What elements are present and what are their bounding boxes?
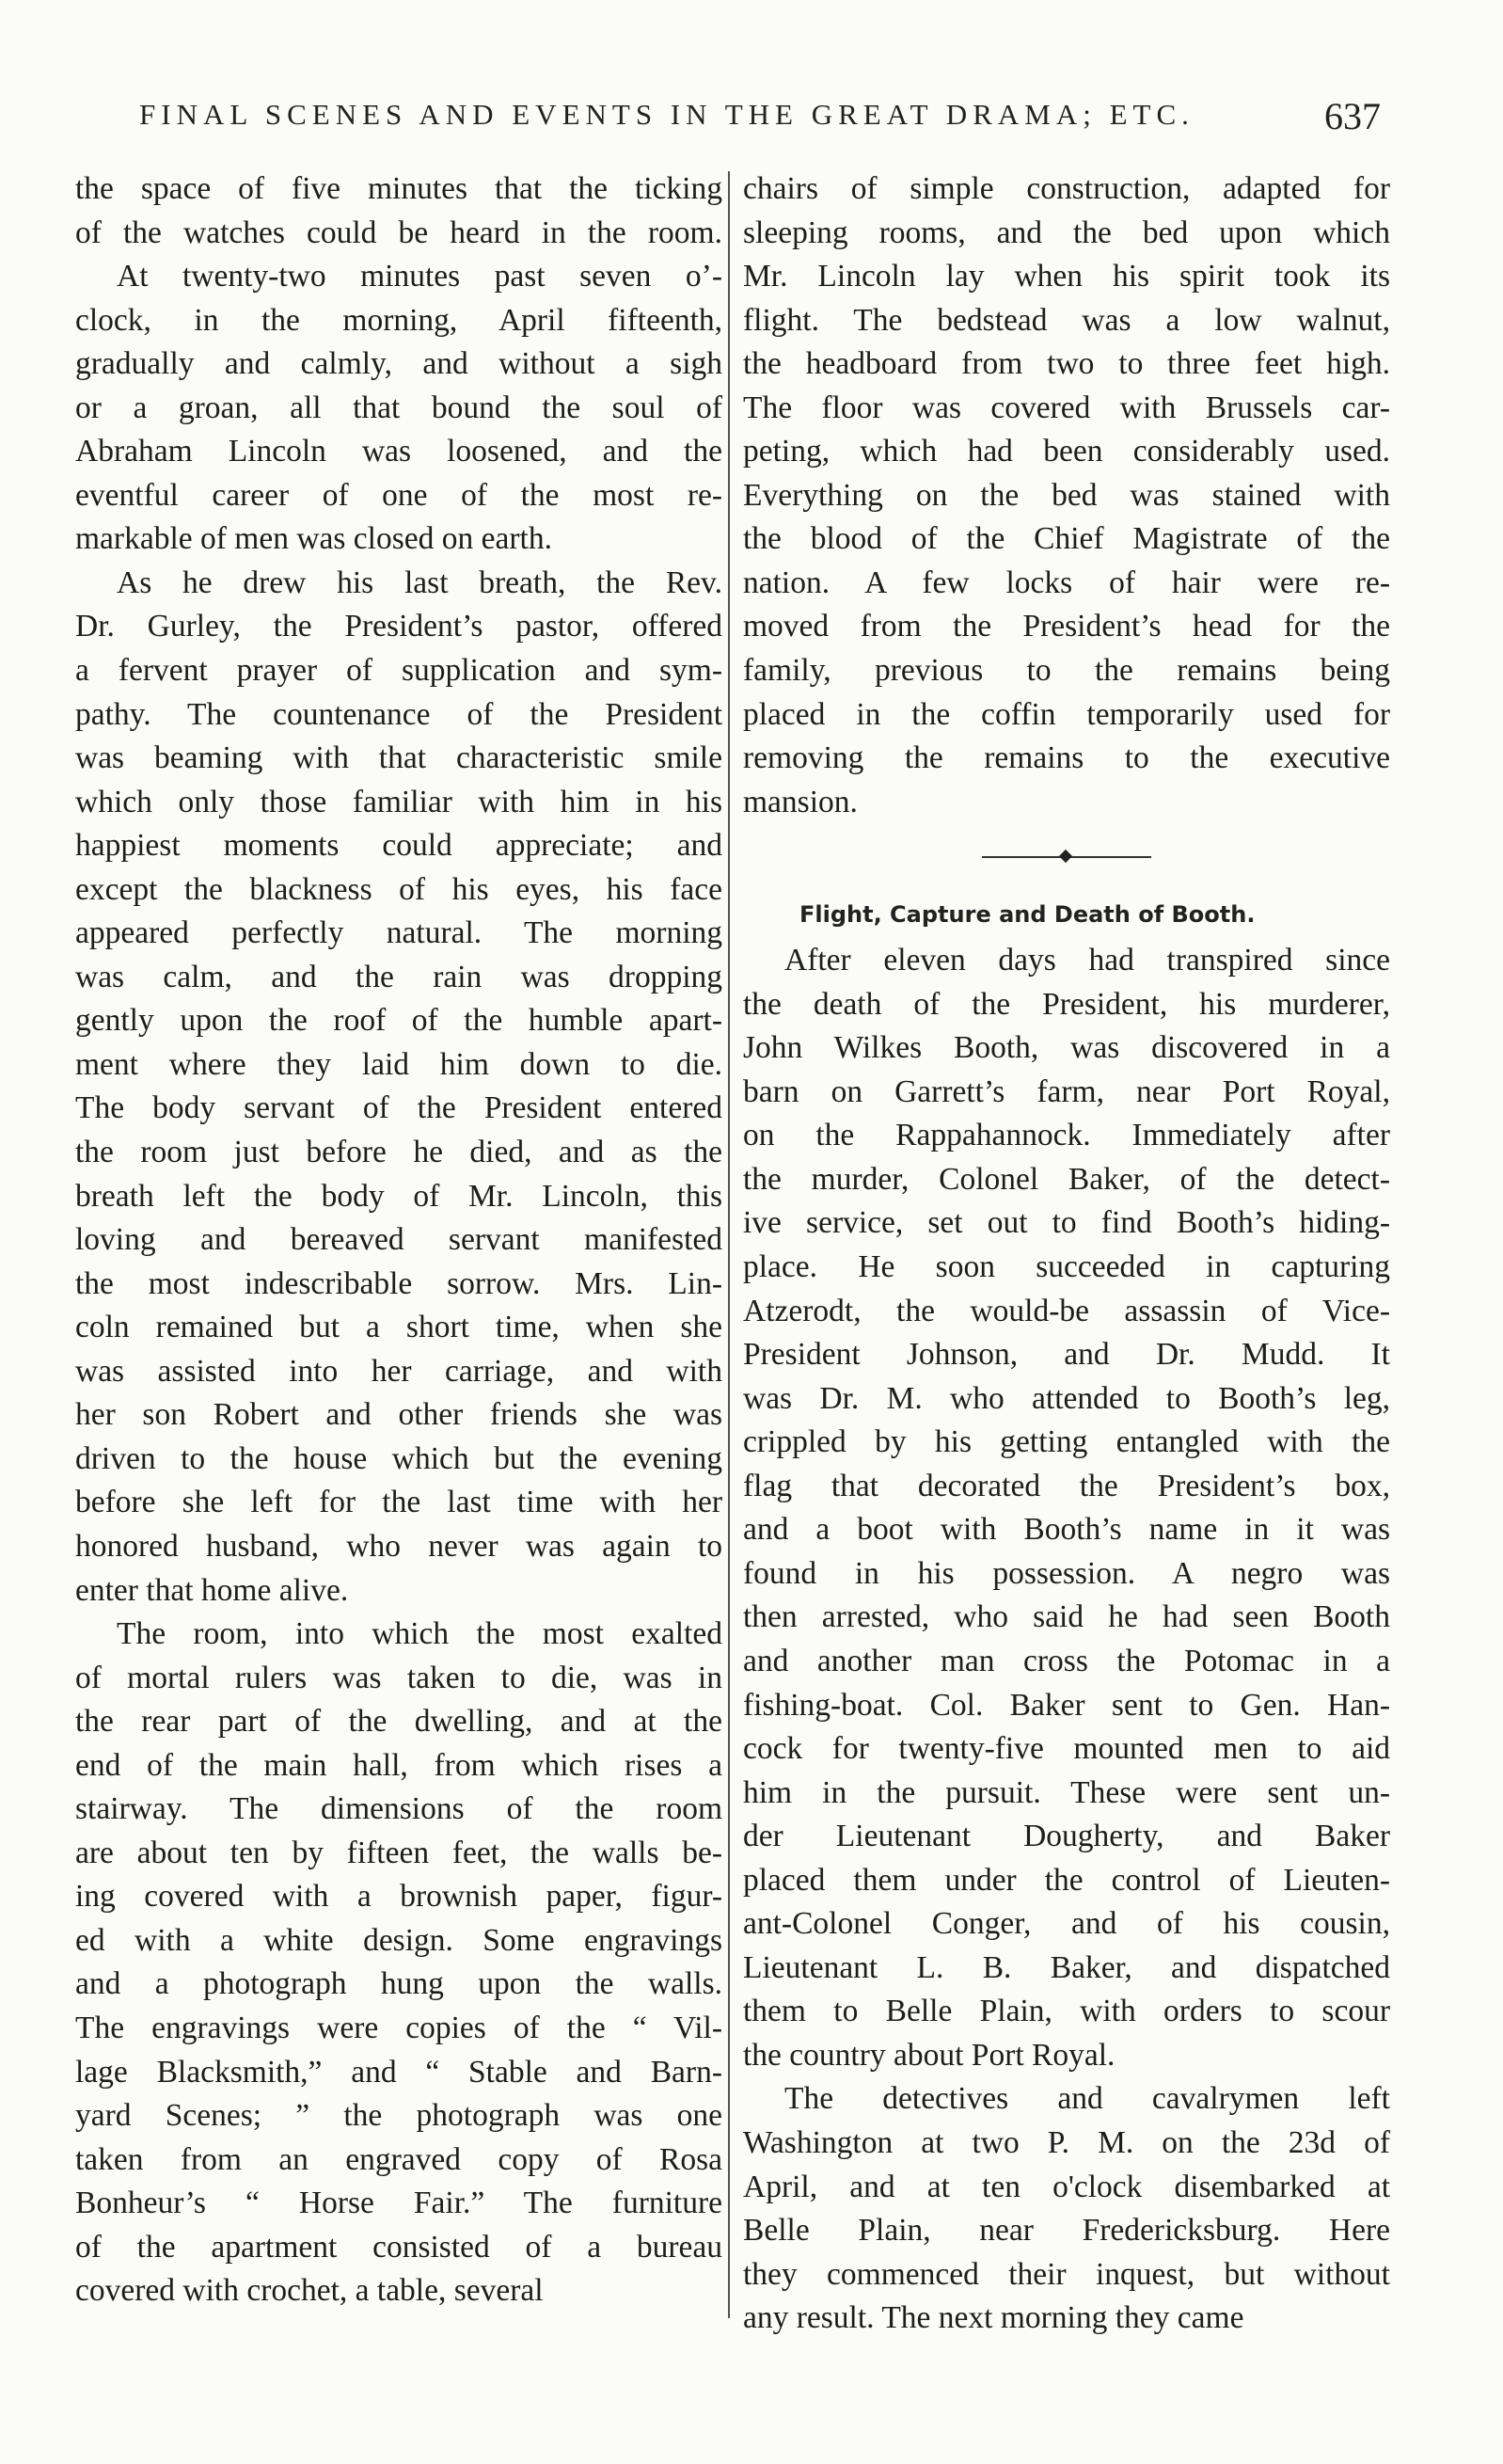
text-line: ive service, set out to find Booth’s hiding- bbox=[743, 1205, 1390, 1241]
text-line: Mr. Lincoln lay when his spirit took its bbox=[743, 259, 1390, 294]
text-line: they commenced their inquest, but without bbox=[743, 2256, 1390, 2292]
text-line: clock, in the morning, April fifteenth, bbox=[75, 302, 722, 338]
text-line: chairs of simple construction, adapted for bbox=[743, 171, 1390, 206]
text-line: coln remained but a short time, when she bbox=[75, 1310, 722, 1345]
text-line: any result. The next morning they came bbox=[743, 2300, 1244, 2336]
text-line: The detectives and cavalrymen left bbox=[784, 2081, 1390, 2117]
page-header bbox=[139, 94, 1381, 139]
text-line: the most indescribable sorrow. Mrs. Lin- bbox=[75, 1265, 722, 1301]
text-line: appeared perfectly natural. The morning bbox=[75, 915, 722, 951]
text-line: Bonheur’s “ Horse Fair.” The furniture bbox=[75, 2186, 722, 2221]
text-line: and a boot with Booth’s name in it was bbox=[743, 1512, 1390, 1548]
text-line: the blood of the Chief Magistrate of the bbox=[743, 521, 1390, 557]
text-line: of mortal rulers was taken to die, was in bbox=[75, 1660, 722, 1695]
text-line: except the blackness of his eyes, his face bbox=[75, 871, 722, 907]
text-line: the space of five minutes that the ticking bbox=[75, 171, 722, 206]
text-line: before she left for the last time with her bbox=[75, 1485, 722, 1520]
text-line: sleeping rooms, and the bed upon which bbox=[743, 215, 1390, 250]
text-line: or a groan, all that bound the soul of bbox=[75, 389, 722, 425]
text-line: ed with a white design. Some engravings bbox=[75, 1922, 722, 1958]
text-line: April, and at ten o'clock disembarked at bbox=[743, 2169, 1390, 2204]
text-line: was assisted into her carriage, and with bbox=[75, 1353, 722, 1389]
text-line: stairway. The dimensions of the room bbox=[75, 1791, 722, 1827]
text-line: yard Scenes; ” the photograph was one bbox=[75, 2098, 722, 2134]
text-line: placed in the coffin temporarily used for bbox=[743, 696, 1390, 732]
column-divider bbox=[728, 171, 730, 2318]
text-line: The room, into which the most exalted bbox=[117, 1616, 722, 1652]
text-line: and a photograph hung upon the walls. bbox=[75, 1966, 722, 2002]
text-line: Atzerodt, the would-be assassin of Vice- bbox=[743, 1293, 1390, 1328]
text-line: The engravings were copies of the “ Vil- bbox=[75, 2010, 722, 2045]
text-line: the room just before he died, and as the bbox=[75, 1135, 722, 1170]
text-line: Dr. Gurley, the President’s pastor, offered bbox=[75, 609, 722, 644]
text-line: As he drew his last breath, the Rev. bbox=[117, 564, 722, 600]
right-column bbox=[743, 167, 1390, 2341]
text-line: the headboard from two to three feet high. bbox=[743, 346, 1390, 382]
text-line: the murder, Colonel Baker, of the detect- bbox=[743, 1161, 1390, 1197]
text-line: markable of men was closed on earth. bbox=[75, 521, 552, 557]
text-line: her son Robert and other friends she was bbox=[75, 1397, 722, 1433]
text-line: nation. A few locks of hair were re- bbox=[743, 564, 1390, 600]
text-line: breath left the body of Mr. Lincoln, this bbox=[75, 1178, 722, 1214]
text-line: of the watches could be heard in the room. bbox=[75, 215, 722, 250]
section-ornament bbox=[743, 824, 1390, 890]
text-line: loving and bereaved servant manifested bbox=[75, 1222, 722, 1258]
text-line: family, previous to the remains being bbox=[743, 653, 1390, 689]
text-line: fishing-boat. Col. Baker sent to Gen. Han- bbox=[743, 1687, 1390, 1723]
left-column bbox=[75, 167, 722, 2313]
text-line: barn on Garrett’s farm, near Port Royal, bbox=[743, 1073, 1390, 1109]
text-line: John Wilkes Booth, was discovered in a bbox=[743, 1030, 1390, 1066]
text-line: The floor was covered with Brussels car- bbox=[743, 389, 1390, 425]
text-line: placed them under the control of Lieuten- bbox=[743, 1862, 1390, 1898]
page-number: 637 bbox=[1324, 95, 1381, 137]
text-line: was calm, and the rain was dropping bbox=[75, 959, 722, 994]
text-line: them to Belle Plain, with orders to scour bbox=[743, 1994, 1390, 2029]
text-line: After eleven days had transpired since bbox=[784, 943, 1390, 978]
text-line: Lieutenant L. B. Baker, and dispatched bbox=[743, 1949, 1390, 1985]
text-line: covered with crochet, a table, several bbox=[75, 2273, 544, 2309]
text-line: on the Rappahannock. Immediately after bbox=[743, 1118, 1390, 1153]
right-column-part-b bbox=[743, 939, 1390, 2341]
text-line: of the apartment consisted of a bureau bbox=[75, 2229, 722, 2265]
text-line: eventful career of one of the most re- bbox=[75, 477, 722, 513]
text-line: a fervent prayer of supplication and sym- bbox=[75, 653, 722, 689]
text-line: cock for twenty-five mounted men to aid bbox=[743, 1731, 1390, 1767]
text-line: end of the main hall, from which rises a bbox=[75, 1747, 722, 1783]
text-line: which only those familiar with him in his bbox=[75, 784, 722, 819]
text-line: and another man cross the Potomac in a bbox=[743, 1643, 1390, 1678]
text-line: the rear part of the dwelling, and at the bbox=[75, 1704, 722, 1740]
text-line: the death of the President, his murderer, bbox=[743, 986, 1390, 1022]
text-line: President Johnson, and Dr. Mudd. It bbox=[743, 1337, 1390, 1373]
text-line: ant-Colonel Conger, and of his cousin, bbox=[743, 1906, 1390, 1942]
diamond-ornament-icon bbox=[1059, 850, 1072, 863]
text-line: him in the pursuit. These were sent un- bbox=[743, 1774, 1390, 1810]
text-line: honored husband, who never was again to bbox=[75, 1528, 722, 1564]
text-line: mansion. bbox=[743, 784, 858, 819]
text-line: removing the remains to the executive bbox=[743, 740, 1390, 776]
text-line: flag that decorated the President’s box, bbox=[743, 1468, 1390, 1503]
text-line: pathy. The countenance of the President bbox=[75, 696, 722, 732]
right-column-part-a bbox=[743, 167, 1390, 824]
text-line: Everything on the bed was stained with bbox=[743, 477, 1390, 513]
text-line: lage Blacksmith,” and “ Stable and Barn- bbox=[75, 2054, 722, 2090]
text-line: taken from an engraved copy of Rosa bbox=[75, 2141, 722, 2177]
text-line: driven to the house which but the evening bbox=[75, 1440, 722, 1476]
text-line: found in his possession. A negro was bbox=[743, 1555, 1390, 1591]
text-line: gently upon the roof of the humble apart- bbox=[75, 1003, 722, 1039]
text-line: flight. The bedstead was a low walnut, bbox=[743, 302, 1390, 338]
text-line: moved from the President’s head for the bbox=[743, 609, 1390, 644]
text-line: der Lieutenant Dougherty, and Baker bbox=[743, 1819, 1390, 1854]
section-heading: Flight, Capture and Death of Booth. bbox=[799, 901, 1256, 929]
running-head: FINAL SCENES AND EVENTS IN THE GREAT DRAMA; ETC. bbox=[139, 98, 1194, 131]
text-line: peting, which had been considerably used. bbox=[743, 434, 1390, 469]
text-line: ment where they laid him down to die. bbox=[75, 1046, 722, 1082]
text-line: are about ten by fifteen feet, the walls be- bbox=[75, 1835, 722, 1870]
text-line: ing covered with a brownish paper, figur- bbox=[75, 1879, 722, 1915]
text-line: was Dr. M. who attended to Booth’s leg, bbox=[743, 1380, 1390, 1416]
text-line: Abraham Lincoln was loosened, and the bbox=[75, 434, 722, 469]
text-line: was beaming with that characteristic smile bbox=[75, 740, 722, 776]
text-line: enter that home alive. bbox=[75, 1572, 349, 1608]
text-line: the country about Port Royal. bbox=[743, 2037, 1115, 2073]
text-line: then arrested, who said he had seen Booth bbox=[743, 1599, 1390, 1635]
text-line: At twenty-two minutes past seven o’- bbox=[117, 259, 722, 294]
text-line: place. He soon succeeded in capturing bbox=[743, 1249, 1390, 1285]
text-line: The body servant of the President entered bbox=[75, 1090, 722, 1126]
text-line: Belle Plain, near Fredericksburg. Here bbox=[743, 2213, 1390, 2249]
text-line: crippled by his getting entangled with the bbox=[743, 1424, 1390, 1460]
text-line: happiest moments could appreciate; and bbox=[75, 828, 722, 864]
text-line: Washington at two P. M. on the 23d of bbox=[743, 2124, 1390, 2160]
text-line: gradually and calmly, and without a sigh bbox=[75, 346, 722, 382]
